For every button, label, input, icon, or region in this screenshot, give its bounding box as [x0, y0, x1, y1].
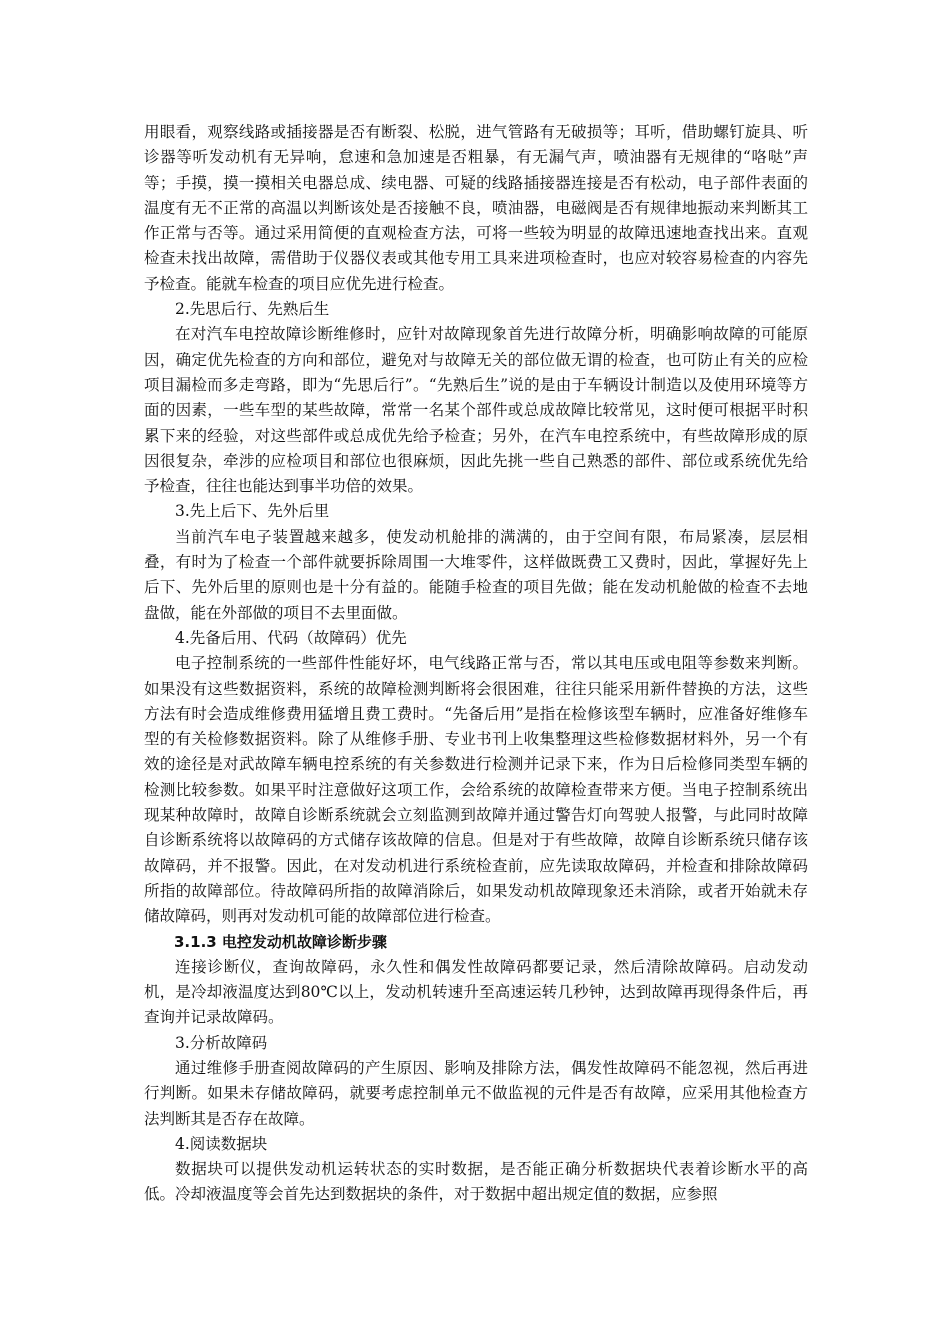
section-heading: 3.1.3 电控发动机故障诊断步骤 [174, 932, 387, 951]
body-paragraph: 当前汽车电子装置越来越多，使发动机舱排的满满的，由于空间有限，布局紧凑，层层相叠，有时为了检查一个部件就要拆除周围一大堆零件，这样做既费工又费时，因此，掌握好先上后下、先外后里的原则也是十分有益的。能随手检查的项目先做；能在发动机舱做的检查不去地盘做，能在外部做的项目不去里面做。 [144, 527, 808, 622]
body-paragraph: 通过维修手册查阅故障码的产生原因、影响及排除方法，偶发性故障码不能忽视，然后再进行判断。如果未存储故障码，就要考虑控制单元不做监视的元件是否有故障，应采用其他检查方法判断其是否存在故障。 [144, 1058, 808, 1128]
subsection-heading: 4.先备后用、代码（故障码）优先 [175, 628, 407, 647]
body-paragraph: 连接诊断仪，查询故障码，永久性和偶发性故障码都要记录，然后清除故障码。启动发动机，是冷却液温度达到80℃以上，发动机转速升至高速运转几秒钟，达到故障再现得条件后，再查询并记录故障码。 [144, 957, 808, 1027]
subsection-heading: 4.阅读数据块 [175, 1134, 268, 1153]
document-page [144, 120, 808, 1208]
body-paragraph: 电子控制系统的一些部件性能好坏，电气线路正常与否，常以其电压或电阻等参数来判断。如果没有这些数据资料，系统的故障检测判断将会很困难，往往只能采用新件替换的方法，这些方法有时会造成维修费用猛增且费工费时。“先备后用”是指在检修该型车辆时，应准备好维修车型的有关检修数据资料。除了从维修手册、专业书刊上收集整理这些检修数据材料外，另一个有效的途径是对武故障车辆电控系统的有关参数进行检测并记录下来，作为日后检修同类型车辆的检测比较参数。如果平时注意做好这项工作，会给系统的故障检查带来方便。当电子控制系统出现某种故障时，故障自诊断系统就会立刻监测到故障并通过警告灯向驾驶人报警，与此同时故障自诊断系统将以故障码的方式储存该故障的信息。但是对于有些故障，故障自诊断系统只储存该故障码，并不报警。因此，在对发动机进行系统检查前，应先读取故障码，并检查和排除故障码所指的故障部位。待故障码所指的故障消除后，如果发动机故障现象还未消除，或者开始就未存储故障码，则再对发动机可能的故障部位进行检查。 [144, 654, 808, 926]
body-paragraph: 数据块可以提供发动机运转状态的实时数据，是否能正确分析数据块代表着诊断水平的高低。冷却液温度等会首先达到数据块的条件，对于数据中超出规定值的数据，应参照 [144, 1160, 808, 1204]
subsection-heading: 3.分析故障码 [175, 1033, 268, 1052]
body-paragraph: 用眼看，观察线路或插接器是否有断裂、松脱，进气管路有无破损等；耳听，借助螺钉旋具、听诊器等听发动机有无异响，怠速和急加速是否粗暴，有无漏气声，喷油器有无规律的“咯哒”声等；手摸，摸一摸相关电器总成、续电器、可疑的线路插接器连接是否有松动，电子部件表面的温度有无不正常的高温以判断该处是否接触不良，喷油器，电磁阀是否有规律地振动来判断其工作正常与否等。通过采用简便的直观检查方法，可将一些较为明显的故障迅速地查找出来。直观检查未找出故障，需借助于仪器仪表或其他专用工具来进项检查时，也应对较容易检查的内容先予检查。能就车检查的项目应优先进行检查。 [144, 123, 808, 293]
subsection-heading: 3.先上后下、先外后里 [175, 502, 330, 521]
body-paragraph: 在对汽车电控故障诊断维修时，应针对故障现象首先进行故障分析，明确影响故障的可能原因，确定优先检查的方向和部位，避免对与故障无关的部位做无谓的检查，也可防止有关的应检项目漏检而多走弯路，即为“先思后行”。“先熟后生”说的是由于车辆设计制造以及使用环境等方面的因素，一些车型的某些故障，常常一名某个部件或总成故障比较常见，这时便可根据平时积累下来的经验，对这些部件或总成优先给予检查；另外，在汽车电控系统中，有些故障形成的原因很复杂，牵涉的应检项目和部位也很麻烦，因此先挑一些自己熟悉的部件、部位或系统优先给予检查，往往也能达到事半功倍的效果。 [144, 325, 808, 496]
subsection-heading: 2.先思后行、先熟后生 [175, 300, 330, 319]
